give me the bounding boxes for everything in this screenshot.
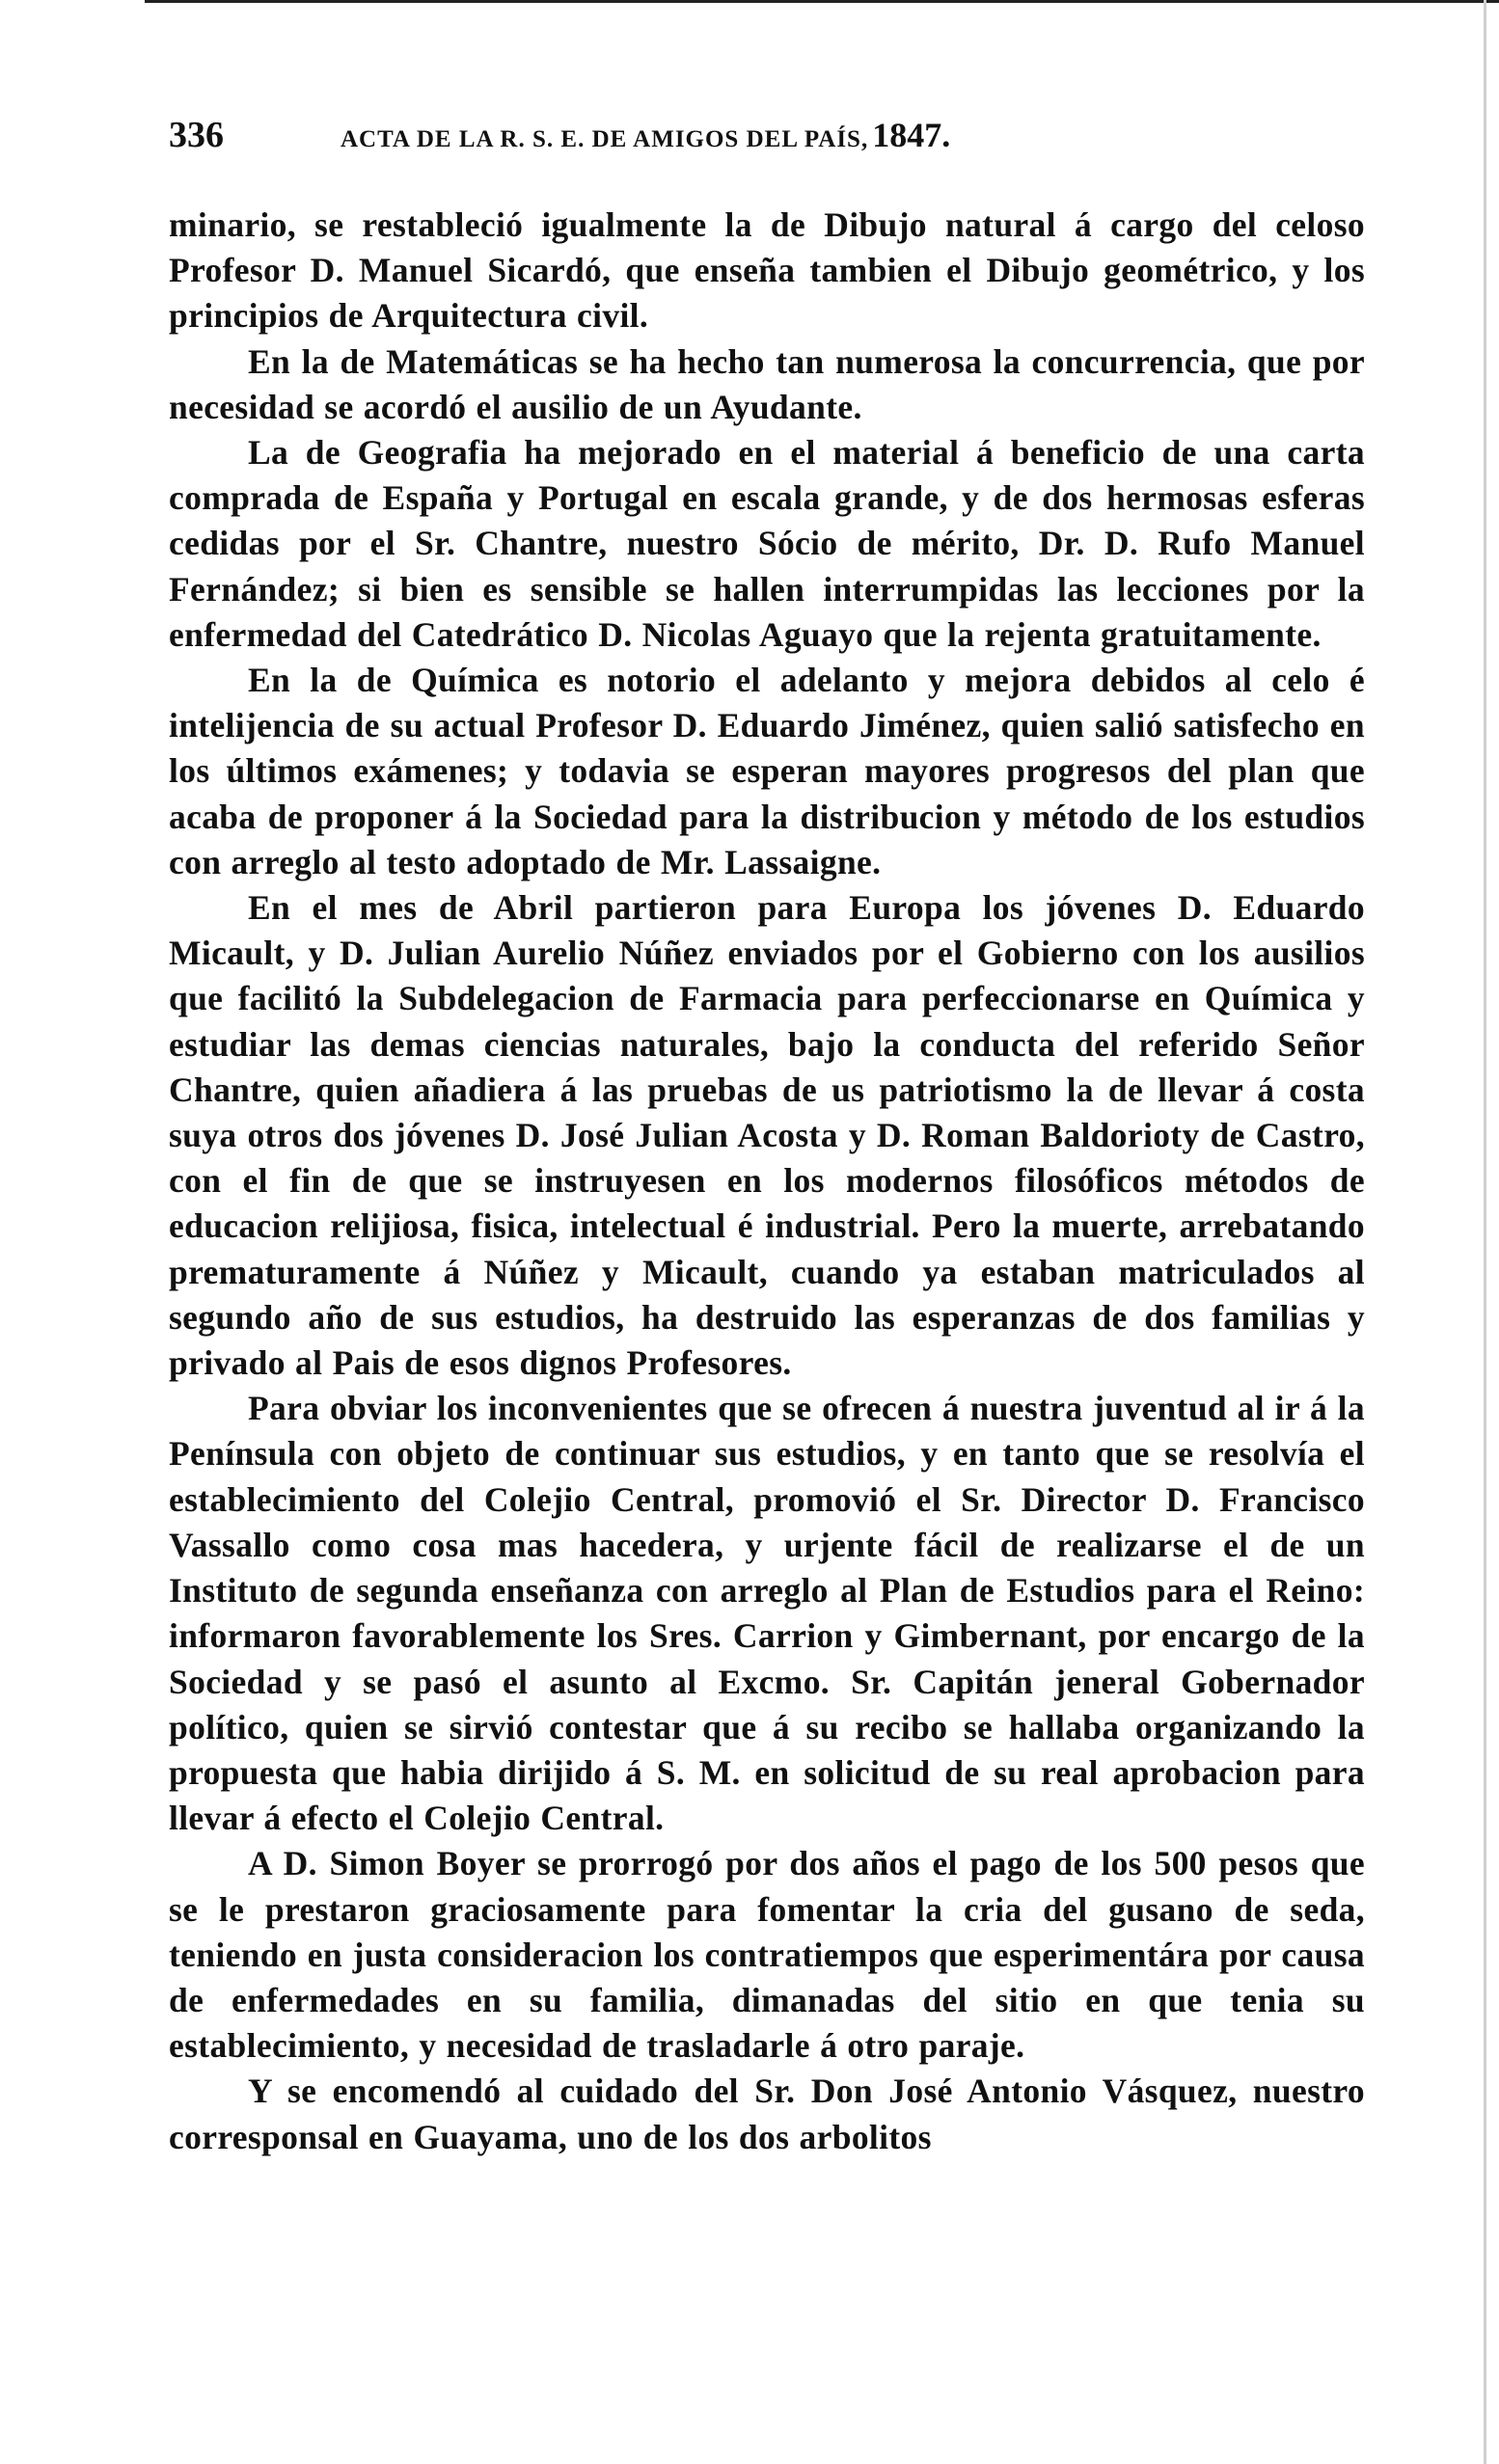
- running-year: 1847.: [872, 116, 951, 154]
- running-header: [169, 114, 1365, 172]
- paragraph-vasquez: Y se encomendó al cuidado del Sr. Don José Antonio Vásquez, nuestro corresponsal en Guayama, uno de los dos arbolitos: [169, 2071, 1365, 2156]
- paragraph-continued: minario, se restableció igualmente la de Dibujo natural á cargo del celoso Profesor D. Manuel Sicardó, que enseña tambien el Dibujo geométrico, y los principios de Arquitectura civil.: [169, 205, 1365, 336]
- paragraph-europa: En el mes de Abril partieron para Europa los jóvenes D. Eduardo Micault, y D. Julian Aurelio Núñez enviados por el Gobierno con los ausilios que facilitó la Subdelegacion de Farmacia para perfeccionarse en Química y estudiar las demas ciencias naturales, bajo la conducta del referido Señor Chantre, quien añadiera á las pruebas de us patriotismo la de llevar á costa suya otros dos jóvenes D. José Julian Acosta y D. Roman Baldorioty de Castro, con el fin de que se instruyesen en los modernos filosóficos métodos de educacion relijiosa, fisica, intelectual é industrial. Pero la muerte, arrebatando prematuramente á Núñez y Micault, cuando ya estaban matriculados al segundo año de sus estudios, ha destruido las esperanzas de dos familias y privado al Pais de esos dignos Profesores.: [169, 888, 1365, 1383]
- paragraph-geografia: La de Geografia ha mejorado en el material á beneficio de una carta comprada de España y Portugal en escala grande, y de dos hermosas esferas cedidas por el Sr. Chantre, nuestro Sócio de mérito, Dr. D. Rufo Manuel Fernández; si bien es sensible se hallen interrumpidas las lecciones por la enfermedad del Catedrático D. Nicolas Aguayo que la rejenta gratuitamente.: [169, 433, 1365, 654]
- right-border-rule: [1484, 0, 1486, 2464]
- running-title: ACTA DE LA R. S. E. DE AMIGOS DEL PAÍS,: [341, 126, 869, 152]
- document-page: [169, 114, 1365, 2160]
- paragraph-boyer: A D. Simon Boyer se prorrogó por dos años el pago de los 500 pesos que se le prestaron graciosamente para fomentar la cria del gusano de seda, teniendo en justa consideracion los contratiempos que esperimentára por causa de enfermedades en su familia, dimanadas del sitio en que tenia su establecimiento, y necesidad de trasladarle á otro paraje.: [169, 1844, 1365, 2066]
- body-text: [169, 203, 1365, 2160]
- paragraph-matematicas: En la de Matemáticas se ha hecho tan numerosa la concurrencia, que por necesidad se acordó el ausilio de un Ayudante.: [169, 341, 1365, 426]
- top-border-rule: [145, 0, 1499, 3]
- paragraph-instituto: Para obviar los inconvenientes que se ofrecen á nuestra juventud al ir á la Península con objeto de continuar sus estudios, y en tanto que se resolvía el establecimiento del Colejio Central, promovió el Sr. Director D. Francisco Vassallo como cosa mas hacedera, y urjente fácil de realizarse el de un Instituto de segunda enseñanza con arreglo al Plan de Estudios para el Reino: informaron favorablemente los Sres. Carrion y Gimbernant, por encargo de la Sociedad y se pasó el asunto al Excmo. Sr. Capitán jeneral Gobernador político, quien se sirvió contestar que á su recibo se hallaba organizando la propuesta que habia dirijido á S. M. en solicitud de su real aprobacion para llevar á efecto el Colejio Central.: [169, 1389, 1365, 1838]
- paragraph-quimica: En la de Química es notorio el adelanto y mejora debidos al celo é intelijencia de su actual Profesor D. Eduardo Jiménez, quien salió satisfecho en los últimos exámenes; y todavia se esperan mayores progresos del plan que acaba de proponer á la Sociedad para la distribucion y método de los estudios con arreglo al testo adoptado de Mr. Lassaigne.: [169, 661, 1365, 881]
- page-number: 336: [169, 115, 224, 155]
